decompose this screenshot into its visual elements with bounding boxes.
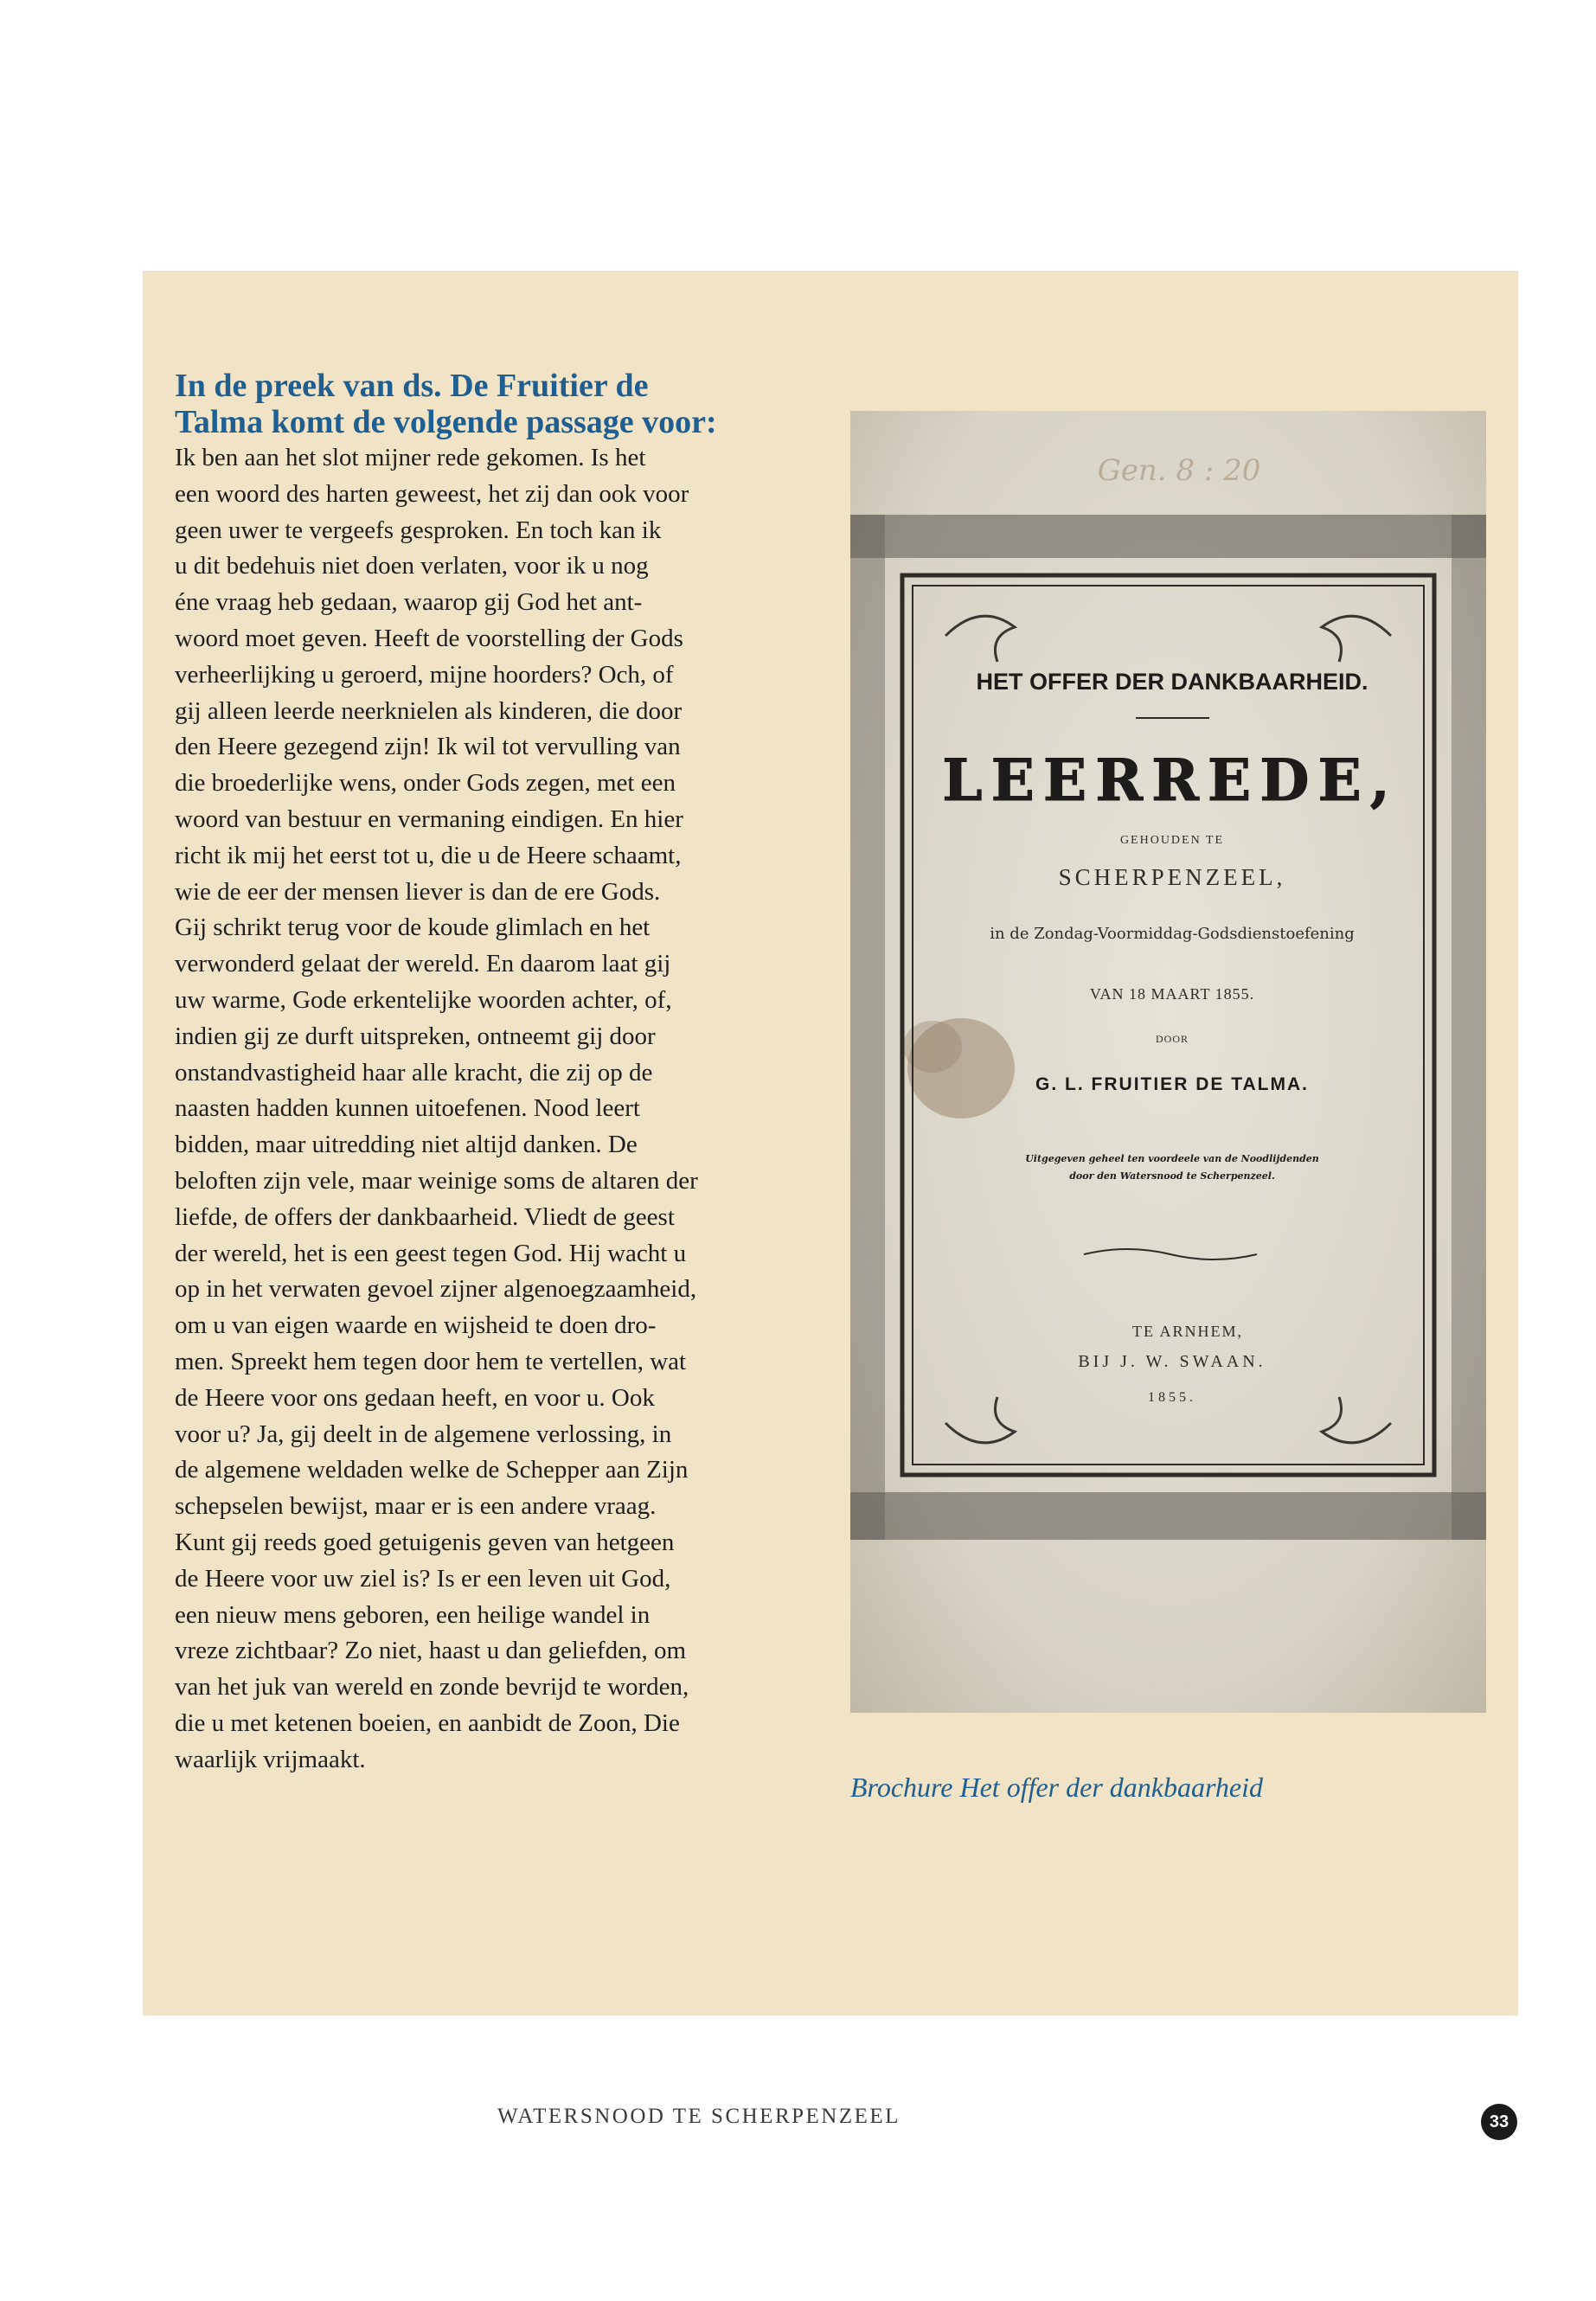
photo-caption: Brochure Het offer der dankbaarheid (850, 1772, 1263, 1803)
quote-line: op in het verwaten gevoel zijner algenoegzaamheid, (175, 1275, 697, 1304)
brochure-door: DOOR (1155, 1033, 1189, 1045)
quote-line: liefde, de offers der dankbaarheid. Vliedt de geest (175, 1202, 675, 1231)
quote-line: Kunt gij reeds goed getuigenis geven van hetgeen (175, 1528, 675, 1556)
quote-line: schepselen bewijst, maar er is een andere vraag. (175, 1492, 657, 1521)
quote-line: woord moet geven. Heeft de voorstelling der Gods (175, 624, 683, 652)
brochure-author: G. L. FRUITIER DE TALMA. (1035, 1074, 1309, 1094)
quote-line: Ik ben aan het slot mijner rede gekomen. Is het (175, 444, 646, 471)
quote-line: Gij schrikt terug voor de koude glimlach en het (175, 913, 651, 942)
quote-line: men. Spreekt hem tegen door hem te vertellen, wat (175, 1347, 687, 1375)
heading-line: In de preek van ds. De Fruitier de (175, 368, 649, 404)
quote-line: de Heere voor ons gedaan heeft, en voor u. Ook (175, 1383, 655, 1412)
quote-line: u dit bedehuis niet doen verlaten, voor ik u nog (175, 552, 649, 580)
quote-line: vreze zichtbaar? Zo niet, haast u dan geliefden, om (175, 1637, 687, 1665)
quote-line: die broederlijke wens, onder Gods zegen, met een (175, 769, 676, 798)
ornament-band-left (850, 515, 885, 1540)
quote-line: voor u? Ja, gij deelt in de algemene verlossing, in (175, 1420, 672, 1448)
quote-line: gij alleen leerde neerknielen als kinderen, die door (175, 696, 683, 725)
quote-line: de Heere voor uw ziel is? Is er een leven uit God, (175, 1564, 671, 1593)
quote-line: onstandvastigheid haar alle kracht, die zij op de (175, 1058, 653, 1086)
page-number-badge: 33 (1481, 2104, 1517, 2140)
ornament-band-right (1452, 515, 1486, 1540)
quote-line: der wereld, het is een geest tegen God. Hij wacht u (175, 1239, 687, 1267)
quote-line: beloften zijn vele, maar weinige soms de altaren der (175, 1166, 698, 1195)
brochure-note-1: Uitgegeven geheel ten voordeele van de Noodlijdenden (1025, 1153, 1319, 1164)
brochure-leerrede: LEERREDE, (942, 747, 1399, 814)
quote-line: de algemene weldaden welke de Schepper aan Zijn (175, 1456, 689, 1484)
quote-line: van het juk van wereld en zonde bevrijd te worden, (175, 1673, 689, 1702)
brochure-city: TE ARNHEM, (1132, 1323, 1243, 1340)
quote-line: verheerlijking u geroerd, mijne hoorders? Och, of (175, 660, 674, 689)
quote-line: waarlijk vrijmaakt. (175, 1745, 366, 1773)
quote-line: geen uwer te vergeefs gesproken. En toch kan ik (175, 516, 662, 544)
brochure-note-2: door den Watersnood te Scherpenzeel. (1069, 1170, 1275, 1182)
brochure-handwriting: Gen. 8 : 20 (1097, 453, 1261, 488)
ornament-band-bottom (850, 1492, 1486, 1540)
heading-line: Talma komt de volgende passage voor: (175, 404, 717, 440)
ornament-band-top (850, 515, 1486, 558)
running-footer: WATERSNOOD TE SCHERPENZEEL (497, 2105, 901, 2128)
quote-line: verwonderd gelaat der wereld. En daarom laat gij (175, 950, 671, 978)
quote-line: indien gij ze durft uitspreken, ontneemt gij door (175, 1022, 656, 1050)
quote-line: om u van eigen waarde en wijsheid te doen dro- (175, 1311, 657, 1340)
quote-line: woord van bestuur en vermaning eindigen. En hier (175, 804, 683, 833)
quote-line: wie de eer der mensen liever is dan de ere Gods. (175, 877, 661, 906)
brochure-photo (850, 411, 1486, 1713)
brochure-date: VAN 18 MAART 1855. (1089, 985, 1255, 1003)
brochure-illustration (850, 411, 1486, 1713)
quote-line: uw warme, Gode erkentelijke woorden achter, of, (175, 985, 672, 1014)
quote-line: een nieuw mens geboren, een heilige wandel in (175, 1600, 651, 1629)
article-column (175, 368, 815, 1778)
brochure-publisher: BIJ J. W. SWAAN. (1078, 1352, 1266, 1371)
section-heading (175, 368, 815, 440)
brochure-place: SCHERPENZEEL, (1058, 864, 1286, 890)
quote-line: bidden, maar uitredding niet altijd danken. De (175, 1131, 638, 1159)
quote-line: éne vraag heb gedaan, waarop gij God het ant- (175, 588, 643, 617)
quote-line: een woord des harten geweest, het zij dan ook voor (175, 479, 689, 508)
quote-line: naasten hadden kunnen uitoefenen. Nood leert (175, 1094, 640, 1123)
brochure-gehouden: GEHOUDEN TE (1119, 834, 1225, 847)
quote-line: den Heere gezegend zijn! Ik wil tot vervulling van (175, 733, 681, 761)
quote-line: die u met ketenen boeien, en aanbidt de Zoon, Die (175, 1708, 680, 1737)
brochure-service: in de Zondag-Voormiddag-Godsdienstoefening (990, 925, 1355, 943)
quote-line: richt ik mij het eerst tot u, die u de Heere schaamt, (175, 841, 682, 869)
brochure-year: 1855. (1148, 1390, 1196, 1405)
brochure-title: HET OFFER DER DANKBAARHEID. (976, 669, 1368, 695)
sermon-quote (175, 440, 815, 1778)
